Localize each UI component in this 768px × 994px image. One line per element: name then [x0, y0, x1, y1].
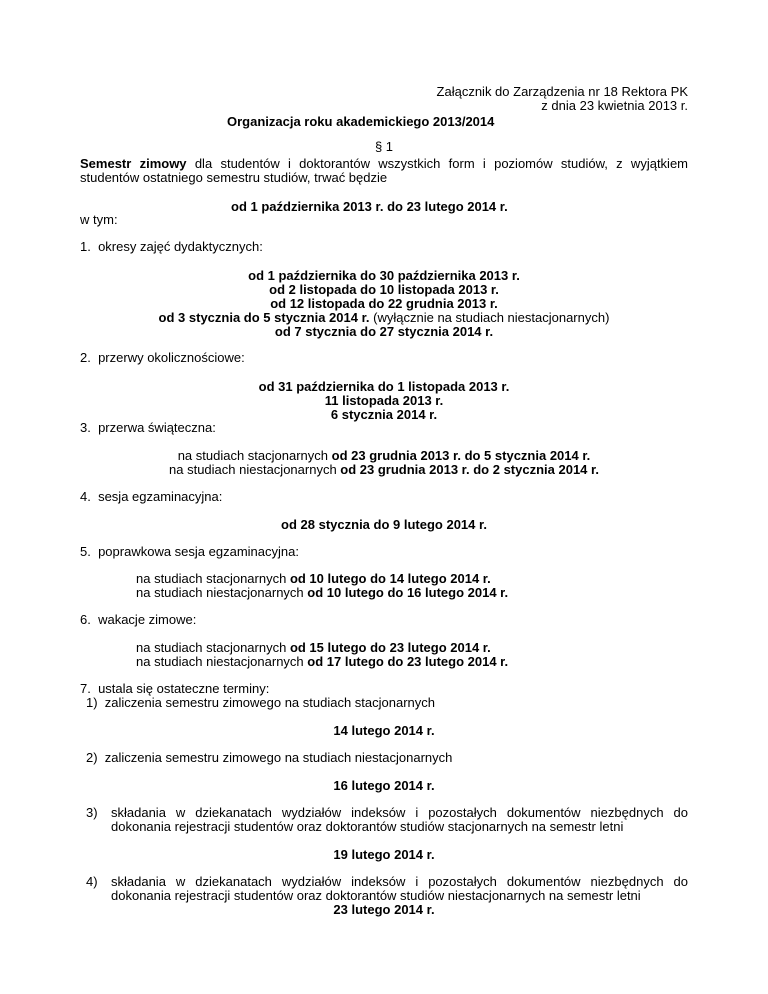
- list-item-4: 4. sesja egzaminacyjna:: [80, 489, 223, 504]
- deadline-3: 19 lutego 2014 r.: [333, 847, 435, 862]
- sub-item-1: 1) zaliczenia semestru zimowego na studiach stacjonarnych: [86, 695, 436, 710]
- in-that-label: w tym:: [80, 212, 118, 227]
- list-item-7: 7. ustala się ostateczne terminy:: [80, 681, 270, 696]
- list-item-2: 2. przerwy okolicznościowe:: [80, 350, 245, 365]
- sub-item-4-line1: składania w dziekanatach wydziałów indeksów i pozostałych dokumentów niezbędnych do: [111, 874, 688, 889]
- christmas-break-full-time: na studiach stacjonarnych od 23 grudnia 2013 r. do 5 stycznia 2014 r.: [177, 448, 591, 463]
- sub-item-4-line2: dokonania rejestracji studentów oraz doktorantów studiów niestacjonarnych na semestr letni: [111, 888, 641, 903]
- winter-holidays-part-time: na studiach niestacjonarnych od 17 lutego do 23 lutego 2014 r.: [136, 654, 509, 669]
- teaching-period-2: od 2 listopada do 10 listopada 2013 r.: [269, 282, 499, 297]
- semester-range: od 1 października 2013 r. do 23 lutego 2014 r.: [231, 199, 508, 214]
- resit-session-full-time: na studiach stacjonarnych od 10 lutego do 14 lutego 2014 r.: [136, 571, 491, 586]
- sub-item-3-line2: dokonania rejestracji studentów oraz doktorantów studiów stacjonarnych na semestr letni: [111, 819, 624, 834]
- list-item-1: 1. okresy zajęć dydaktycznych:: [80, 239, 263, 254]
- sub-item-2: 2) zaliczenia semestru zimowego na studiach niestacjonarnych: [86, 750, 453, 765]
- list-item-6: 6. wakacje zimowe:: [80, 612, 197, 627]
- annex-date: z dnia 23 kwietnia 2013 r.: [541, 98, 688, 113]
- christmas-break-part-time: na studiach niestacjonarnych od 23 grudnia 2013 r. do 2 stycznia 2014 r.: [169, 462, 599, 477]
- exam-session: od 28 stycznia do 9 lutego 2014 r.: [281, 517, 487, 532]
- sub-item-3-num: 3): [86, 805, 98, 820]
- teaching-period-3: od 12 listopada do 22 grudnia 2013 r.: [270, 296, 498, 311]
- break-1: od 31 października do 1 listopada 2013 r.: [258, 379, 510, 394]
- teaching-period-4: od 3 stycznia do 5 stycznia 2014 r. (wyłącznie na studiach niestacjonarnych): [158, 310, 610, 325]
- sub-item-4-num: 4): [86, 874, 98, 889]
- annex-reference: Załącznik do Zarządzenia nr 18 Rektora PK: [436, 84, 688, 99]
- semester-label: Semestr zimowy: [80, 156, 187, 171]
- section-mark: § 1: [374, 139, 394, 154]
- teaching-period-5: od 7 stycznia do 27 stycznia 2014 r.: [274, 324, 494, 339]
- break-3: 6 stycznia 2014 r.: [330, 407, 438, 422]
- teaching-period-1: od 1 października do 30 października 2013 r.: [248, 268, 520, 283]
- document-title: Organizacja roku akademickiego 2013/2014: [227, 114, 495, 129]
- resit-session-part-time: na studiach niestacjonarnych od 10 lutego do 16 lutego 2014 r.: [136, 585, 509, 600]
- deadline-2: 16 lutego 2014 r.: [333, 778, 435, 793]
- list-item-5: 5. poprawkowa sesja egzaminacyjna:: [80, 544, 299, 559]
- break-2: 11 listopada 2013 r.: [324, 393, 444, 408]
- list-item-3: 3. przerwa świąteczna:: [80, 420, 216, 435]
- deadline-4: 23 lutego 2014 r.: [333, 902, 435, 917]
- sub-item-3-line1: składania w dziekanatach wydziałów indeksów i pozostałych dokumentów niezbędnych do: [111, 805, 688, 820]
- winter-holidays-full-time: na studiach stacjonarnych od 15 lutego do 23 lutego 2014 r.: [136, 640, 491, 655]
- intro-paragraph-line1: Semestr zimowy dla studentów i doktorantów wszystkich form i poziomów studiów, z wyjątkiem: [80, 156, 688, 171]
- intro-paragraph-line2: studentów ostatniego semestru studiów, trwać będzie: [80, 170, 388, 185]
- deadline-1: 14 lutego 2014 r.: [333, 723, 435, 738]
